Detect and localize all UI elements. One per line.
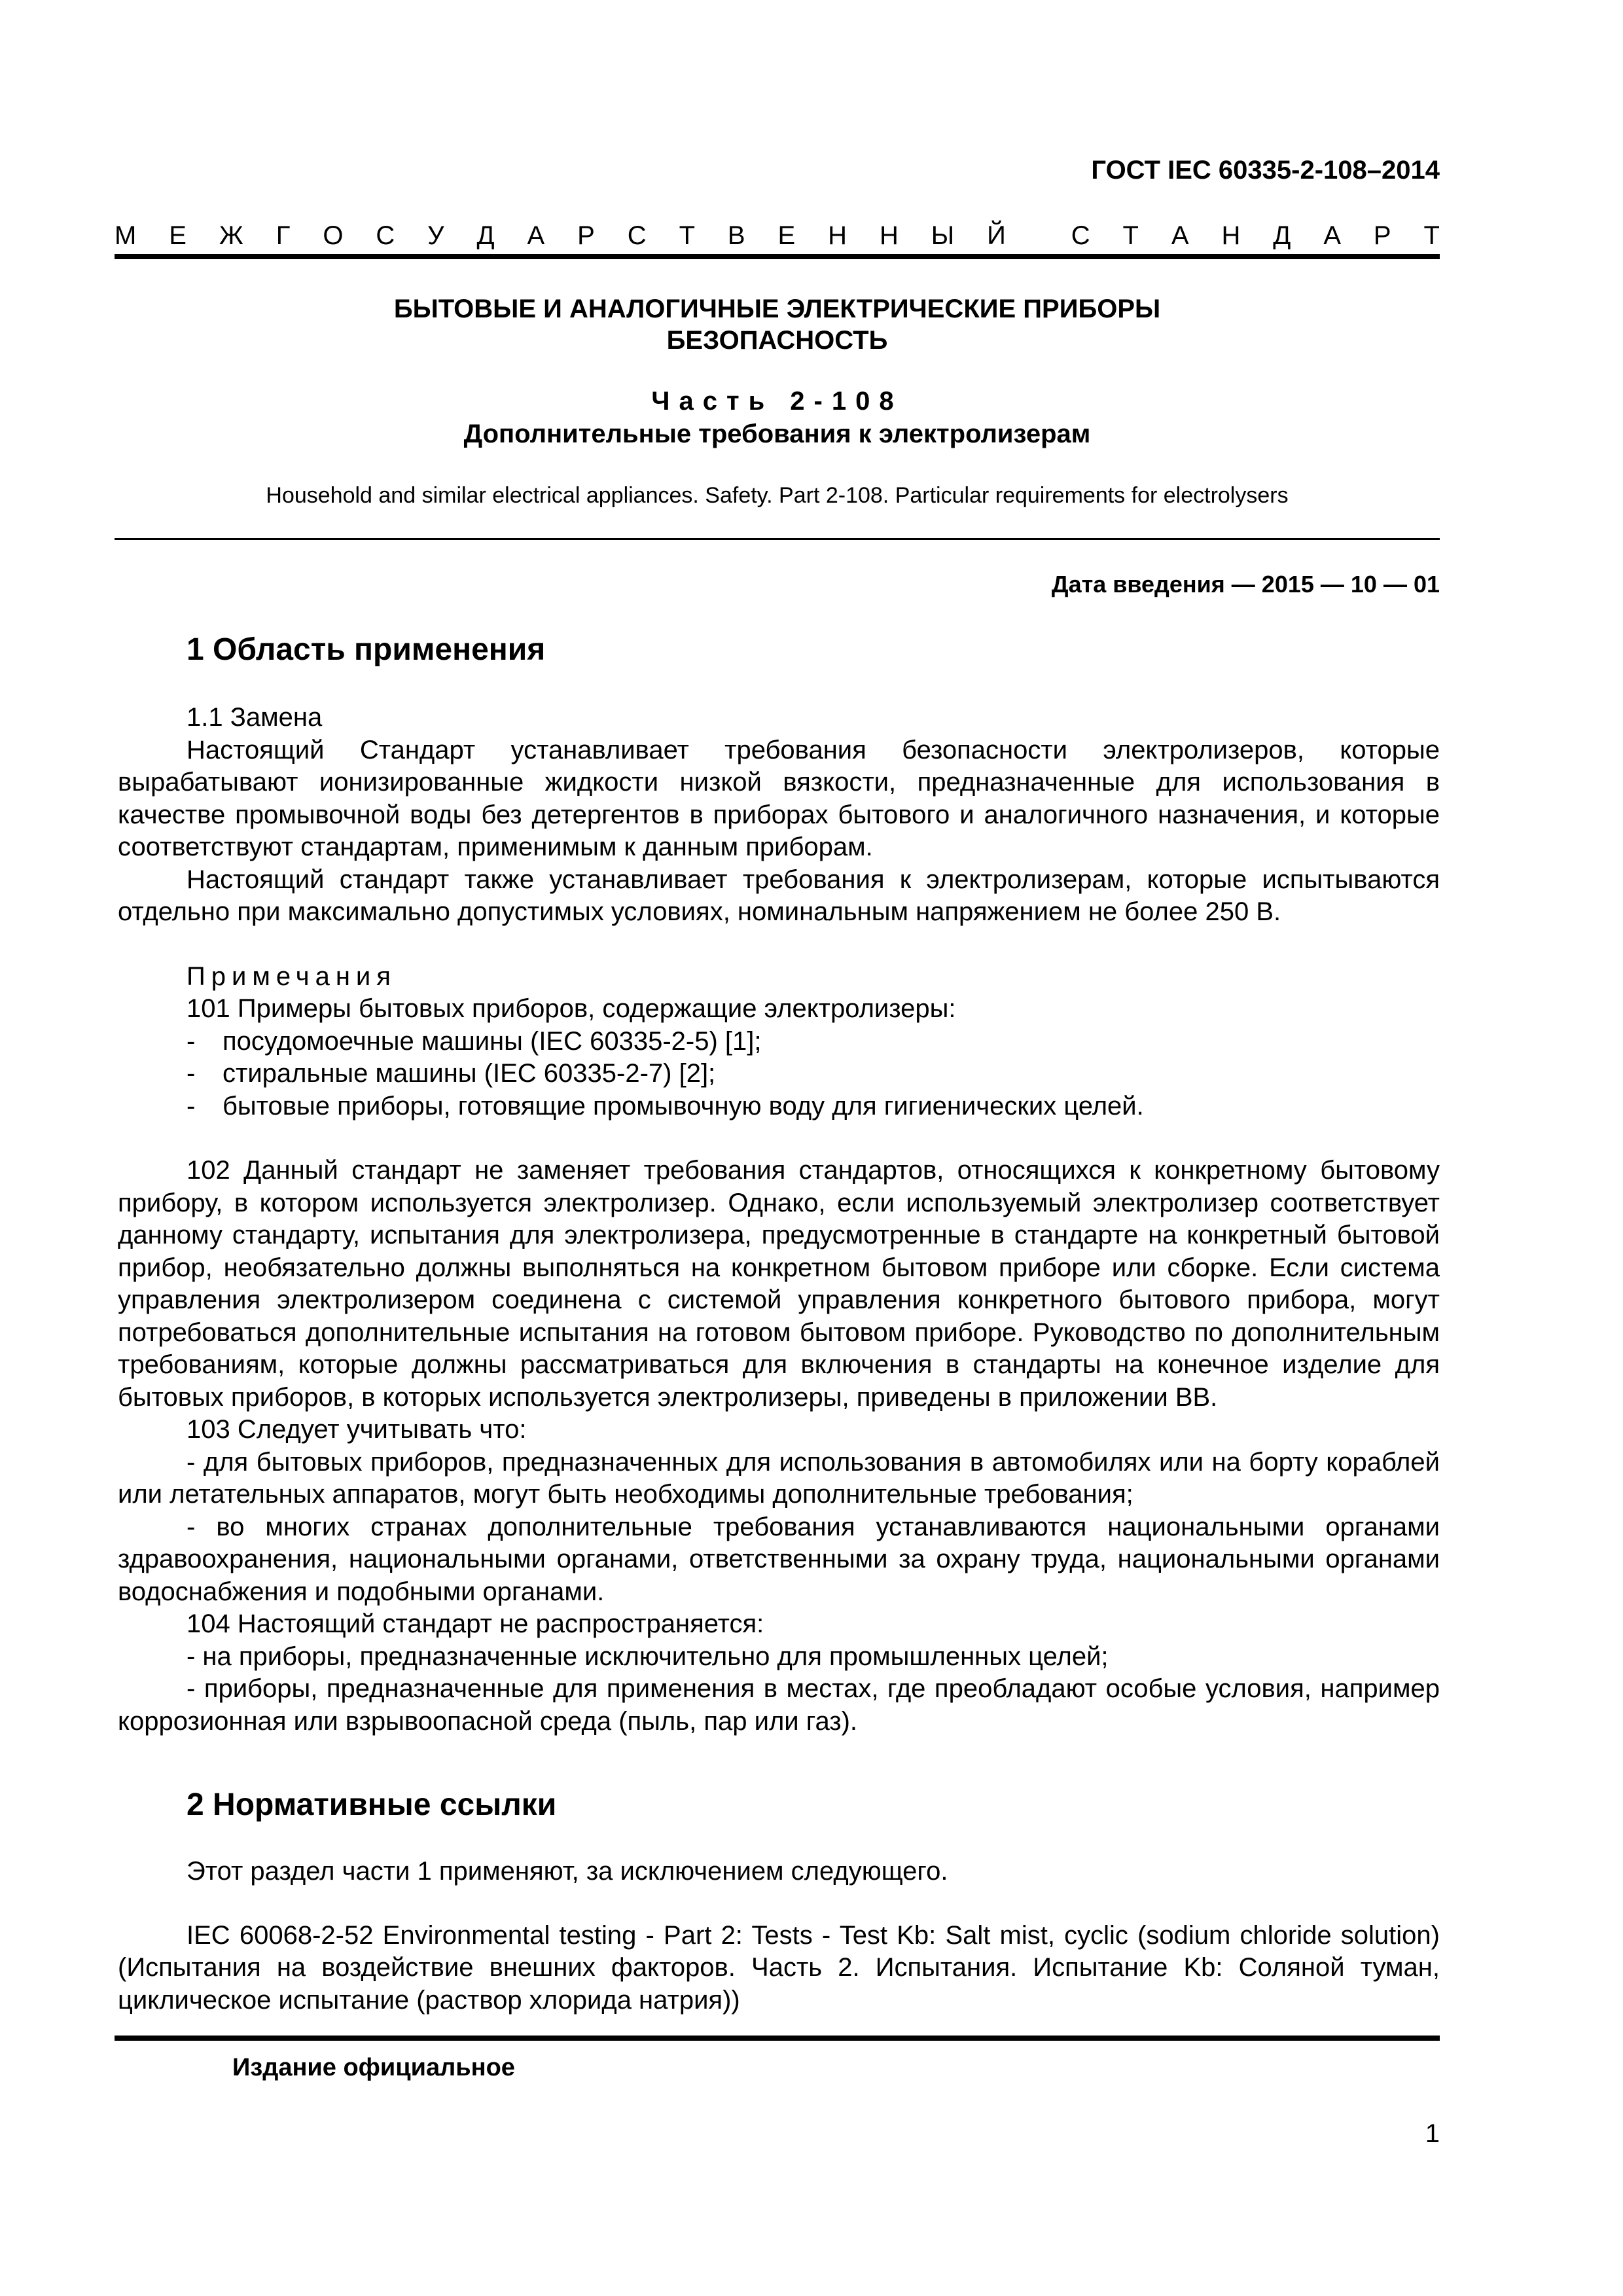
banner-letter: Ж [219,221,243,250]
banner-letter: С [376,221,395,250]
banner-letter: Т [1122,221,1139,250]
subtitle: Дополнительные требования к электролизерам [463,420,1091,448]
note-104-item: - на приборы, предназначенные исключительно для промышленных целей; [187,1641,1109,1671]
list-item: - стиральные машины (IEC 60335-2-7) [2]; [187,1059,716,1088]
page-number: 1 [1425,2119,1440,2148]
note-101: 101 Примеры бытовых приборов, содержащие электролизеры: [187,994,956,1023]
banner-letter: В [727,221,745,250]
banner-letter: Т [679,221,695,250]
reference-iec-60068-2-52: IEC 60068-2-52 Environmental testing - Part 2: Tests - Test Kb: Salt mist, cyclic (sodium chloride solution) (Испытания на воздействие внешних факторов. Часть 2. Испытания. Испытание Kb: Соляной туман, циклическое испытание (раствор хлорида натрия)) [118,1920,1440,2015]
section-2-body [118,1856,1440,2017]
standard-code: ГОСТ IEC 60335-2-108–2014 [1091,156,1440,185]
english-title: Household and similar electrical appliances. Safety. Part 2-108. Particular requirements for electrolysers [266,483,1289,508]
banner-letter: С [627,221,647,250]
banner-letter: Е [777,221,796,250]
banner-letter: А [527,221,545,250]
note-102: 102 Данный стандарт не заменяет требования стандартов, относящихся к конкретному бытовому прибору, в котором используется электролизер. Однако, если используемый электролизер соответствует данному стандарту, испытания для электролизера, предусмотренные в стандарте на конкретный бытовой прибор, необязательно должны выполняться на конкретном бытовом приборе или сборке. Если система управления электролизером соединена с системой управления конкретного бытового прибора, могут потребоваться дополнительные испытания на готовом бытовом приборе. Руководство по дополнительным требованиям, которые должны рассматриваться для включения в стандарты на конечное изделие для бытовых приборов, в которых используется электролизеры, приведены в приложении ВВ. [118,1156,1440,1412]
banner-letter: Н [879,221,899,250]
banner-letter: С [1071,221,1090,250]
banner-letter: Р [577,221,595,250]
part-number: Часть 2-108 [651,387,903,416]
banner-letter: Е [169,221,187,250]
banner-letter: Й [987,221,1006,250]
notes-label: Примечания [187,961,397,991]
banner-letter: Т [1423,221,1440,250]
list-item: - бытовые приборы, готовящие промывочную воду для гигиенических целей. [187,1091,1144,1121]
banner-letter: М [115,221,137,250]
banner-letter: А [1171,221,1189,250]
paragraph: Настоящий стандарт также устанавливает требования к электролизерам, которые испытываются отдельно при максимально допустимых условиях, номинальным напряжением не более 250 В. [118,865,1440,926]
title-line-1: БЫТОВЫЕ И АНАЛОГИЧНЫЕ ЭЛЕКТРИЧЕСКИЕ ПРИБОРЫ [393,295,1161,323]
banner-letter: У [427,221,444,250]
note-103-item: - для бытовых приборов, предназначенных для использования в автомобилях или на борту кораблей или летательных аппаратов, могут быть необходимы дополнительные требования; [118,1447,1440,1509]
title-rule [115,538,1440,540]
banner-letter: Г [276,221,291,250]
paragraph: Настоящий Стандарт устанавливает требования безопасности электролизеров, которые вырабатывают ионизированные жидкости низкой вязкости, предназначенные для использования в качестве промывочной воды без детергентов в приборах бытового и аналогичного назначения, и которые соответствуют стандартам, применимым к данным приборам. [118,735,1440,861]
banner-letter: Д [1273,221,1291,250]
note-104-item: - приборы, предназначенные для применения в местах, где преобладают особые условия, например коррозионная или взрывоопасной среда (пыль, пар или газ). [118,1674,1440,1736]
banner-letter: Р [1373,221,1391,250]
official-edition-label: Издание официальное [232,2054,515,2081]
list-item: - посудомоечные машины (IEC 60335-2-5) [1]; [187,1026,762,1056]
title-line-2: БЕЗОПАСНОСТЬ [666,326,888,355]
banner-letter: Ы [931,221,955,250]
section-1-heading: 1 Область применения [187,632,546,667]
section-2-heading: 2 Нормативные ссылки [187,1787,557,1822]
banner-letter: Н [828,221,847,250]
banner-letter: Д [476,221,495,250]
banner-letter: О [323,221,344,250]
header-rule [115,254,1440,259]
footer-rule [115,2036,1440,2041]
note-103-item: - во многих странах дополнительные требования устанавливаются национальными органами здравоохранения, национальными органами, ответственными за охрану труда, национальными органами водоснабжения и подобными органами. [118,1512,1440,1606]
banner-letter: А [1323,221,1341,250]
section-1-body [118,702,1440,1738]
note-103: 103 Следует учитывать что: [187,1415,527,1444]
note-104: 104 Настоящий стандарт не распространяется: [187,1609,764,1638]
introduction-date: Дата введения — 2015 — 10 — 01 [1051,571,1440,598]
interstate-standard-banner [115,216,1440,255]
paragraph: Этот раздел части 1 применяют, за исключением следующего. [187,1857,948,1886]
clause-1-1: 1.1 Замена [187,703,323,732]
banner-letter: Н [1221,221,1241,250]
